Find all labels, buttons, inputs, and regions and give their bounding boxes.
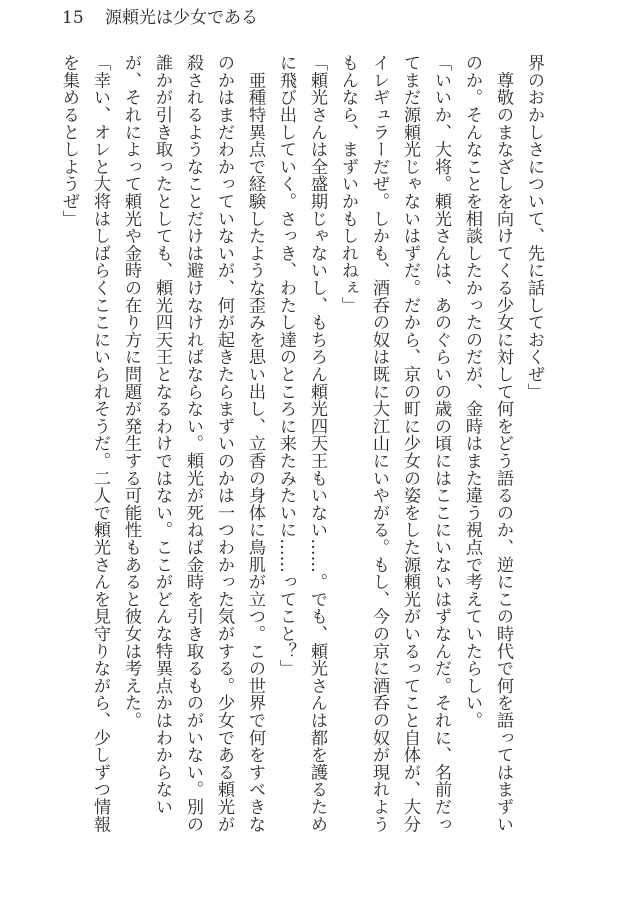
text-line: を集めるとしようぜ」 [59,54,79,227]
text-line: のか。そんなことを相談したかったのだが、金時はまた違う視点で考えていたらしい。 [462,54,482,729]
text-line: 尊敬のまなざしを向けてくる少女に対して何をどう語るのか、逆にこの時代で何を語ってはまずい [493,54,513,833]
text-line: に飛び出していく。さっき、わたし達のところに来たみたいに……ってこと？」 [276,54,296,677]
chapter-title: 源頼光は少女である [105,8,259,28]
page-number: 15 [62,8,84,28]
text-line: 亜種特異点で経験したような歪みを思い出し、立香の身体に鳥肌が立つ。この世界で何をすべきな [245,54,265,833]
text-line: が、それによって頼光や金時の在り方に問題が発生する可能性もあると彼女は考えた。 [121,54,141,729]
text-line: 殺されるようなことだけは避けなければならない。頼光が死ねば金時を引き取るものがいない。別の [183,54,203,833]
vertical-body-text [53,54,549,844]
text-line: てまだ源頼光じゃないはずだ。だから、京の町に少女の姿をした源頼光がいるってこと自体が、大分 [400,54,420,833]
text-line: のかはまだわかっていないが、何が起きたらまずいのかは一つわかった気がする。少女である頼光が [214,54,234,833]
text-line: 「いいか、大将。頼光さんは、あのぐらいの歳の頃にはここにいないはずなんだ。それに、名前だっ [431,54,451,833]
text-line: 界のおかしさについて、先に話しておくぜ」 [524,54,544,400]
text-line: 誰かが引き取ったとしても、頼光四天王となるわけではない。ここがどんな特異点かはわからない [152,54,172,816]
text-line: イレギュラーだぜ。しかも、酒呑の奴は既に大江山にいやがる。もし、今の京に酒呑の奴が現れよう [369,54,389,833]
text-line: 「頼光さんは全盛期じゃないし、もちろん頼光四天王もいない……。でも、頼光さんは都を護るため [307,54,327,833]
text-line: 「幸い、オレと大将はしばらくここにいられそうだ。二人で頼光さんを見守りながら、少しずつ情報 [90,54,110,833]
page-header [62,6,258,30]
text-line: もんなら、まずいかもしれねぇ」 [338,54,358,314]
